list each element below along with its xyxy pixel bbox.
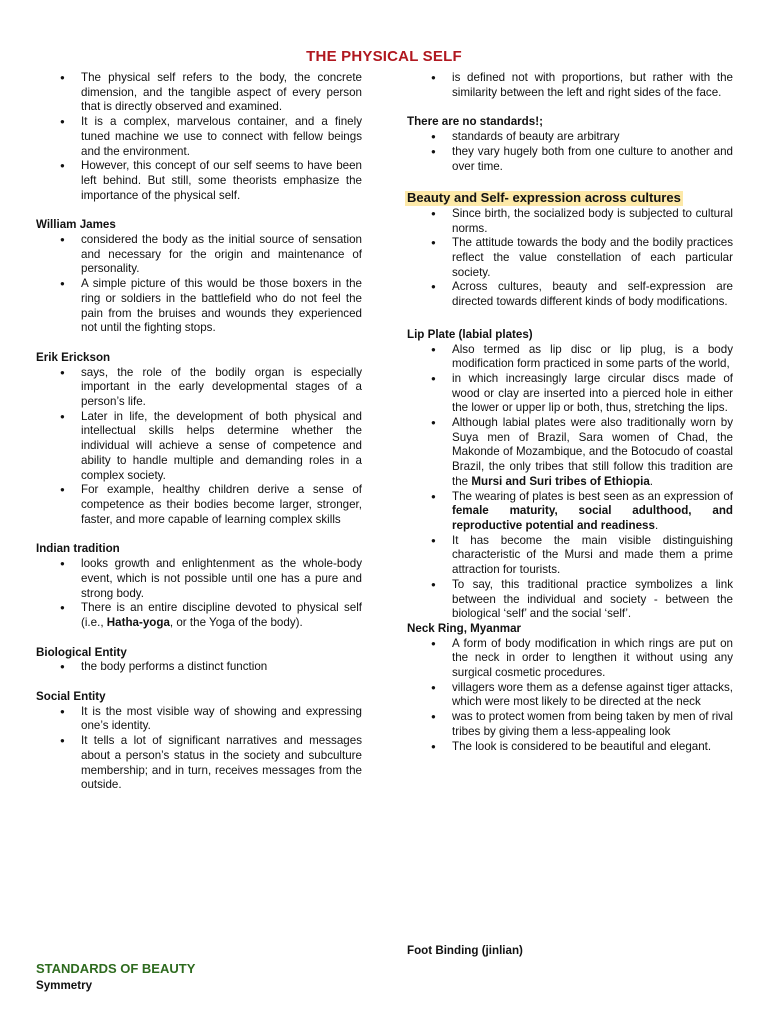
list-item: ● However, this concept of our self seems to have been left behind. But still, some theorists emphasize the importance of the physical self. [36,159,362,203]
no-standards-list [407,130,733,174]
list-item: ● The look is considered to be beautiful and elegant. [407,740,733,755]
list-item: ● It has become the main visible distinguishing characteristic of the Mursi and made them a prime attraction for tourists. [407,534,733,578]
page-title: THE PHYSICAL SELF [306,48,462,65]
erik-erickson-list [36,366,362,528]
list-item: ● considered the body as the initial source of sensation and necessary for the origin and maintenance of personality. [36,233,362,277]
list-item: ● It is a complex, marvelous container, and a finely tuned machine we use to connect with fellow beings and the environment. [36,115,362,159]
list-item [407,490,733,534]
list-item: ● The attitude towards the body and the bodily practices reflect the value constellation of each particular society. [407,236,733,280]
subheading-symmetry: Symmetry [36,979,93,992]
section-heading-social-entity: Social Entity [36,690,106,704]
section-heading-william-james: William James [36,218,116,232]
list-item [407,416,733,490]
biological-entity-list [36,660,362,675]
indian-tradition-list [36,557,362,631]
list-item: ● For example, healthy children derive a sense of competence as their bodies become larger, stronger, faster, and more capable of learning complex skills [36,483,362,527]
list-item: ● says, the role of the bodily organ is especially important in the early developmental stages of a person’s life. [36,366,362,410]
bold-term: Mursi and Suri tribes of Ethiopia [471,474,650,488]
list-item: ● was to protect women from being taken by men of rival tribes by giving them a less-appealing look [407,710,733,739]
list-item: ● villagers wore them as a defense against tiger attacks, which were most likely to be directed at the neck [407,681,733,710]
intro-list [36,71,362,203]
bold-term: Hatha-yoga [106,615,170,629]
list-item: ● A simple picture of this would be those boxers in the ring or soldiers in the battlefield who do not feel the pain from the bruises and wounds they experienced not until the fighting stops. [36,277,362,336]
list-item: ● To say, this traditional practice symbolizes a link between the individual and society - between the biological ‘self’ and the social ‘self’. [407,578,733,622]
william-james-list [36,233,362,336]
neck-ring-list [407,637,733,755]
section-heading-biological-entity: Biological Entity [36,645,127,659]
list-item: ● in which increasingly large circular discs made of wood or clay are inserted into a pierced hole in either the lower or upper lip or both, thus, stretching the lips. [407,372,733,416]
text-run: . [649,474,654,488]
list-item: ● Also termed as lip disc or lip plug, is a body modification form practiced in some parts of the world, [407,343,733,372]
list-item: ● The physical self refers to the body, the concrete dimension, and the tangible aspect of every person that is directly observed and examined. [36,71,362,115]
list-item: ● the body performs a distinct function [36,660,362,675]
section-heading-foot-binding: Foot Binding (jinlian) [407,944,523,957]
section-heading-standards-of-beauty: STANDARDS OF BEAUTY [36,961,196,976]
bold-term: female maturity, social adulthood, and reproductive potential and readiness [452,504,733,532]
text-run: . [654,518,659,532]
list-item: ● Later in life, the development of both physical and intellectual skills helps determine whether the individual will achieve a sense of competence and ability to handle multiple and demanding roles in a complex society. [36,410,362,484]
list-item [36,601,362,630]
list-item: ● they vary hugely both from one culture to another and over time. [407,145,733,174]
list-item: ● is defined not with proportions, but rather with the similarity between the left and right sides of the face. [407,71,733,100]
right-column [407,71,733,754]
section-heading-indian-tradition: Indian tradition [36,542,120,556]
left-column [36,71,362,793]
list-item: ● looks growth and enlightenment as the whole-body event, which is not possible until one has a pure and strong body. [36,557,362,601]
list-item: ● A form of body modification in which rings are put on the neck in order to lengthen it without using any surgical cosmetic procedures. [407,637,733,681]
list-item: ● Across cultures, beauty and self-expression are directed towards different kinds of body modifications. [407,280,733,309]
section-heading-no-standards: There are no standards!; [407,115,543,129]
list-item: ● It is the most visible way of showing and expressing one’s identity. [36,705,362,734]
list-item: ● Since birth, the socialized body is subjected to cultural norms. [407,207,733,236]
section-heading-neck-ring: Neck Ring, Myanmar [407,621,522,635]
text-run: Although labial plates were also traditionally worn by Suya men of Brazil, Sara women of Chad, the Makonde of Mozambique, and the Botocudo of coastal Brazil, the only tribes that still follow this tradition are the [452,416,733,488]
beauty-expression-list [407,207,733,310]
section-heading-lip-plate: Lip Plate (labial plates) [407,327,533,341]
text-run: There is an entire discipline devoted to physical self (i.e., [81,601,362,629]
lip-plate-list [407,343,733,622]
list-item: ● It tells a lot of significant narratives and messages about a person’s status in the society and subculture membership; and in turn, receives messages from the outside. [36,734,362,793]
symmetry-list [407,71,733,100]
section-heading-erik-erickson: Erik Erickson [36,350,111,364]
section-heading-beauty-expression [407,191,733,207]
text-run: , or the Yoga of the body). [169,615,303,629]
text-run: The wearing of plates is best seen as an expression of [452,489,733,503]
social-entity-list [36,705,362,793]
highlighted-heading: Beauty and Self- expression across cultures [407,190,681,206]
list-item: ● standards of beauty are arbitrary [407,130,733,145]
